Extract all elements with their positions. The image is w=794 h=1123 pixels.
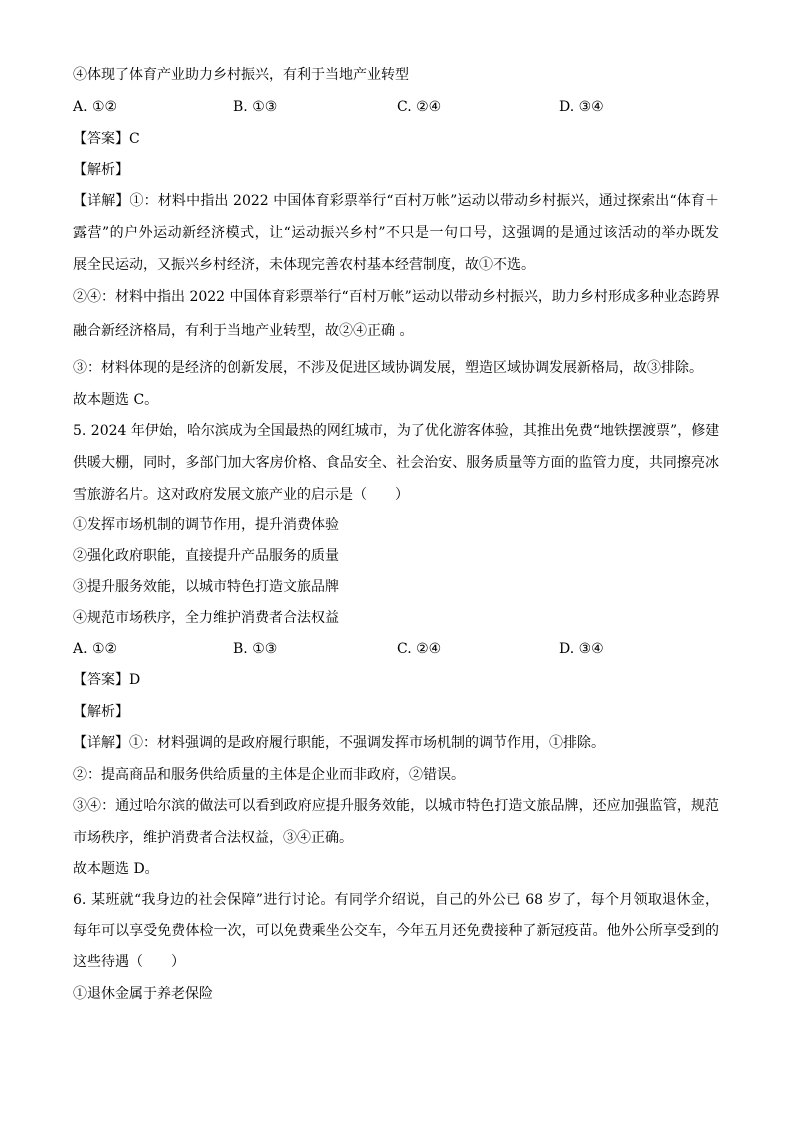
- q4-detail-line: 融合新经济格局，有利于当地产业转型，故②④正确 。: [73, 323, 414, 339]
- q4-analysis-heading: 【解析】: [73, 162, 129, 178]
- q6-stem-line: 每年可以享受免费体检一次，可以免费乘坐公交车，今年五月还免费接种了新冠疫苗。他外公所享受到的: [73, 923, 719, 939]
- q5-options: [73, 640, 723, 658]
- q4-answer: 【答案】C: [73, 131, 140, 147]
- q4-detail-line: ②④：材料中指出 2022 中国体育彩票举行“百村万帐”运动以带动乡村振兴，助力乡村形成多种业态跨界: [73, 289, 720, 305]
- q4-detail-line: 展全民运动，又振兴乡村经济，未体现完善农村基本经营制度，故①不选。: [73, 257, 535, 273]
- q5-item-2: ②强化政府职能，直接提升产品服务的质量: [73, 548, 339, 564]
- q4-conclusion: 故本题选 C。: [73, 392, 159, 408]
- q4-option-c: C. ②④: [397, 99, 442, 115]
- q4-item-4: ④体现了体育产业助力乡村振兴，有利于当地产业转型: [73, 67, 409, 83]
- q5-analysis-heading: 【解析】: [73, 704, 129, 720]
- q5-detail-line: ③④：通过哈尔滨的做法可以看到政府应提升服务效能，以城市特色打造文旅品牌，还应加强监管，规范: [73, 798, 719, 814]
- q5-stem-line: 雪旅游名片。这对政府发展文旅产业的启示是（ ）: [73, 487, 409, 503]
- q4-option-b: B. ①③: [233, 99, 278, 115]
- q5-detail-line: 市场秩序，维护消费者合法权益，③④正确。: [73, 830, 353, 846]
- q6-stem-line: 这些待遇（ ）: [73, 954, 185, 970]
- q5-item-1: ①发挥市场机制的调节作用，提升消费体验: [73, 517, 339, 533]
- q4-detail-line: 【详解】①：材料中指出 2022 中国体育彩票举行“百村万帐”运动以带动乡村振兴，通过探索出“体育＋: [73, 193, 719, 209]
- q4-options: [73, 98, 723, 116]
- q5-option-a: A. ①②: [73, 641, 118, 657]
- q4-detail-line: ③：材料体现的是经济的创新发展，不涉及促进区域协调发展，塑造区域协调发展新格局，故③排除。: [73, 360, 703, 376]
- q6-stem-line: 6. 某班就“我身边的社会保障”进行讨论。有同学介绍说，自己的外公已 68 岁了，每个月领取退休金，: [73, 892, 719, 908]
- q5-detail-line: 【详解】①：材料强调的是政府履行职能，不强调发挥市场机制的调节作用，①排除。: [73, 735, 605, 751]
- q4-option-a: A. ①②: [73, 99, 118, 115]
- q6-item-1: ①退休金属于养老保险: [73, 986, 213, 1002]
- q5-item-3: ③提升服务效能，以城市特色打造文旅品牌: [73, 579, 339, 595]
- q5-stem-line: 5. 2024 年伊始，哈尔滨成为全国最热的网红城市，为了优化游客体验，其推出免费“地铁摆渡票”，修建: [73, 423, 720, 439]
- q4-detail-line: 露营”的户外运动新经济模式，让“运动振兴乡村”不只是一句口号，这强调的是通过该活动的举办既发: [73, 225, 719, 241]
- q5-conclusion: 故本题选 D。: [73, 861, 159, 877]
- q5-item-4: ④规范市场秩序，全力维护消费者合法权益: [73, 610, 339, 626]
- q5-stem-line: 供暖大棚，同时，多部门加大客房价格、食品安全、社会治安、服务质量等方面的监管力度，共同擦亮冰: [73, 455, 719, 471]
- q5-option-d: D. ③④: [559, 641, 604, 657]
- q5-option-c: C. ②④: [397, 641, 442, 657]
- q5-option-b: B. ①③: [233, 641, 278, 657]
- q5-answer: 【答案】D: [73, 672, 141, 688]
- q4-option-d: D. ③④: [559, 99, 604, 115]
- q5-detail-line: ②：提高商品和服务供给质量的主体是企业而非政府，②错误。: [73, 767, 465, 783]
